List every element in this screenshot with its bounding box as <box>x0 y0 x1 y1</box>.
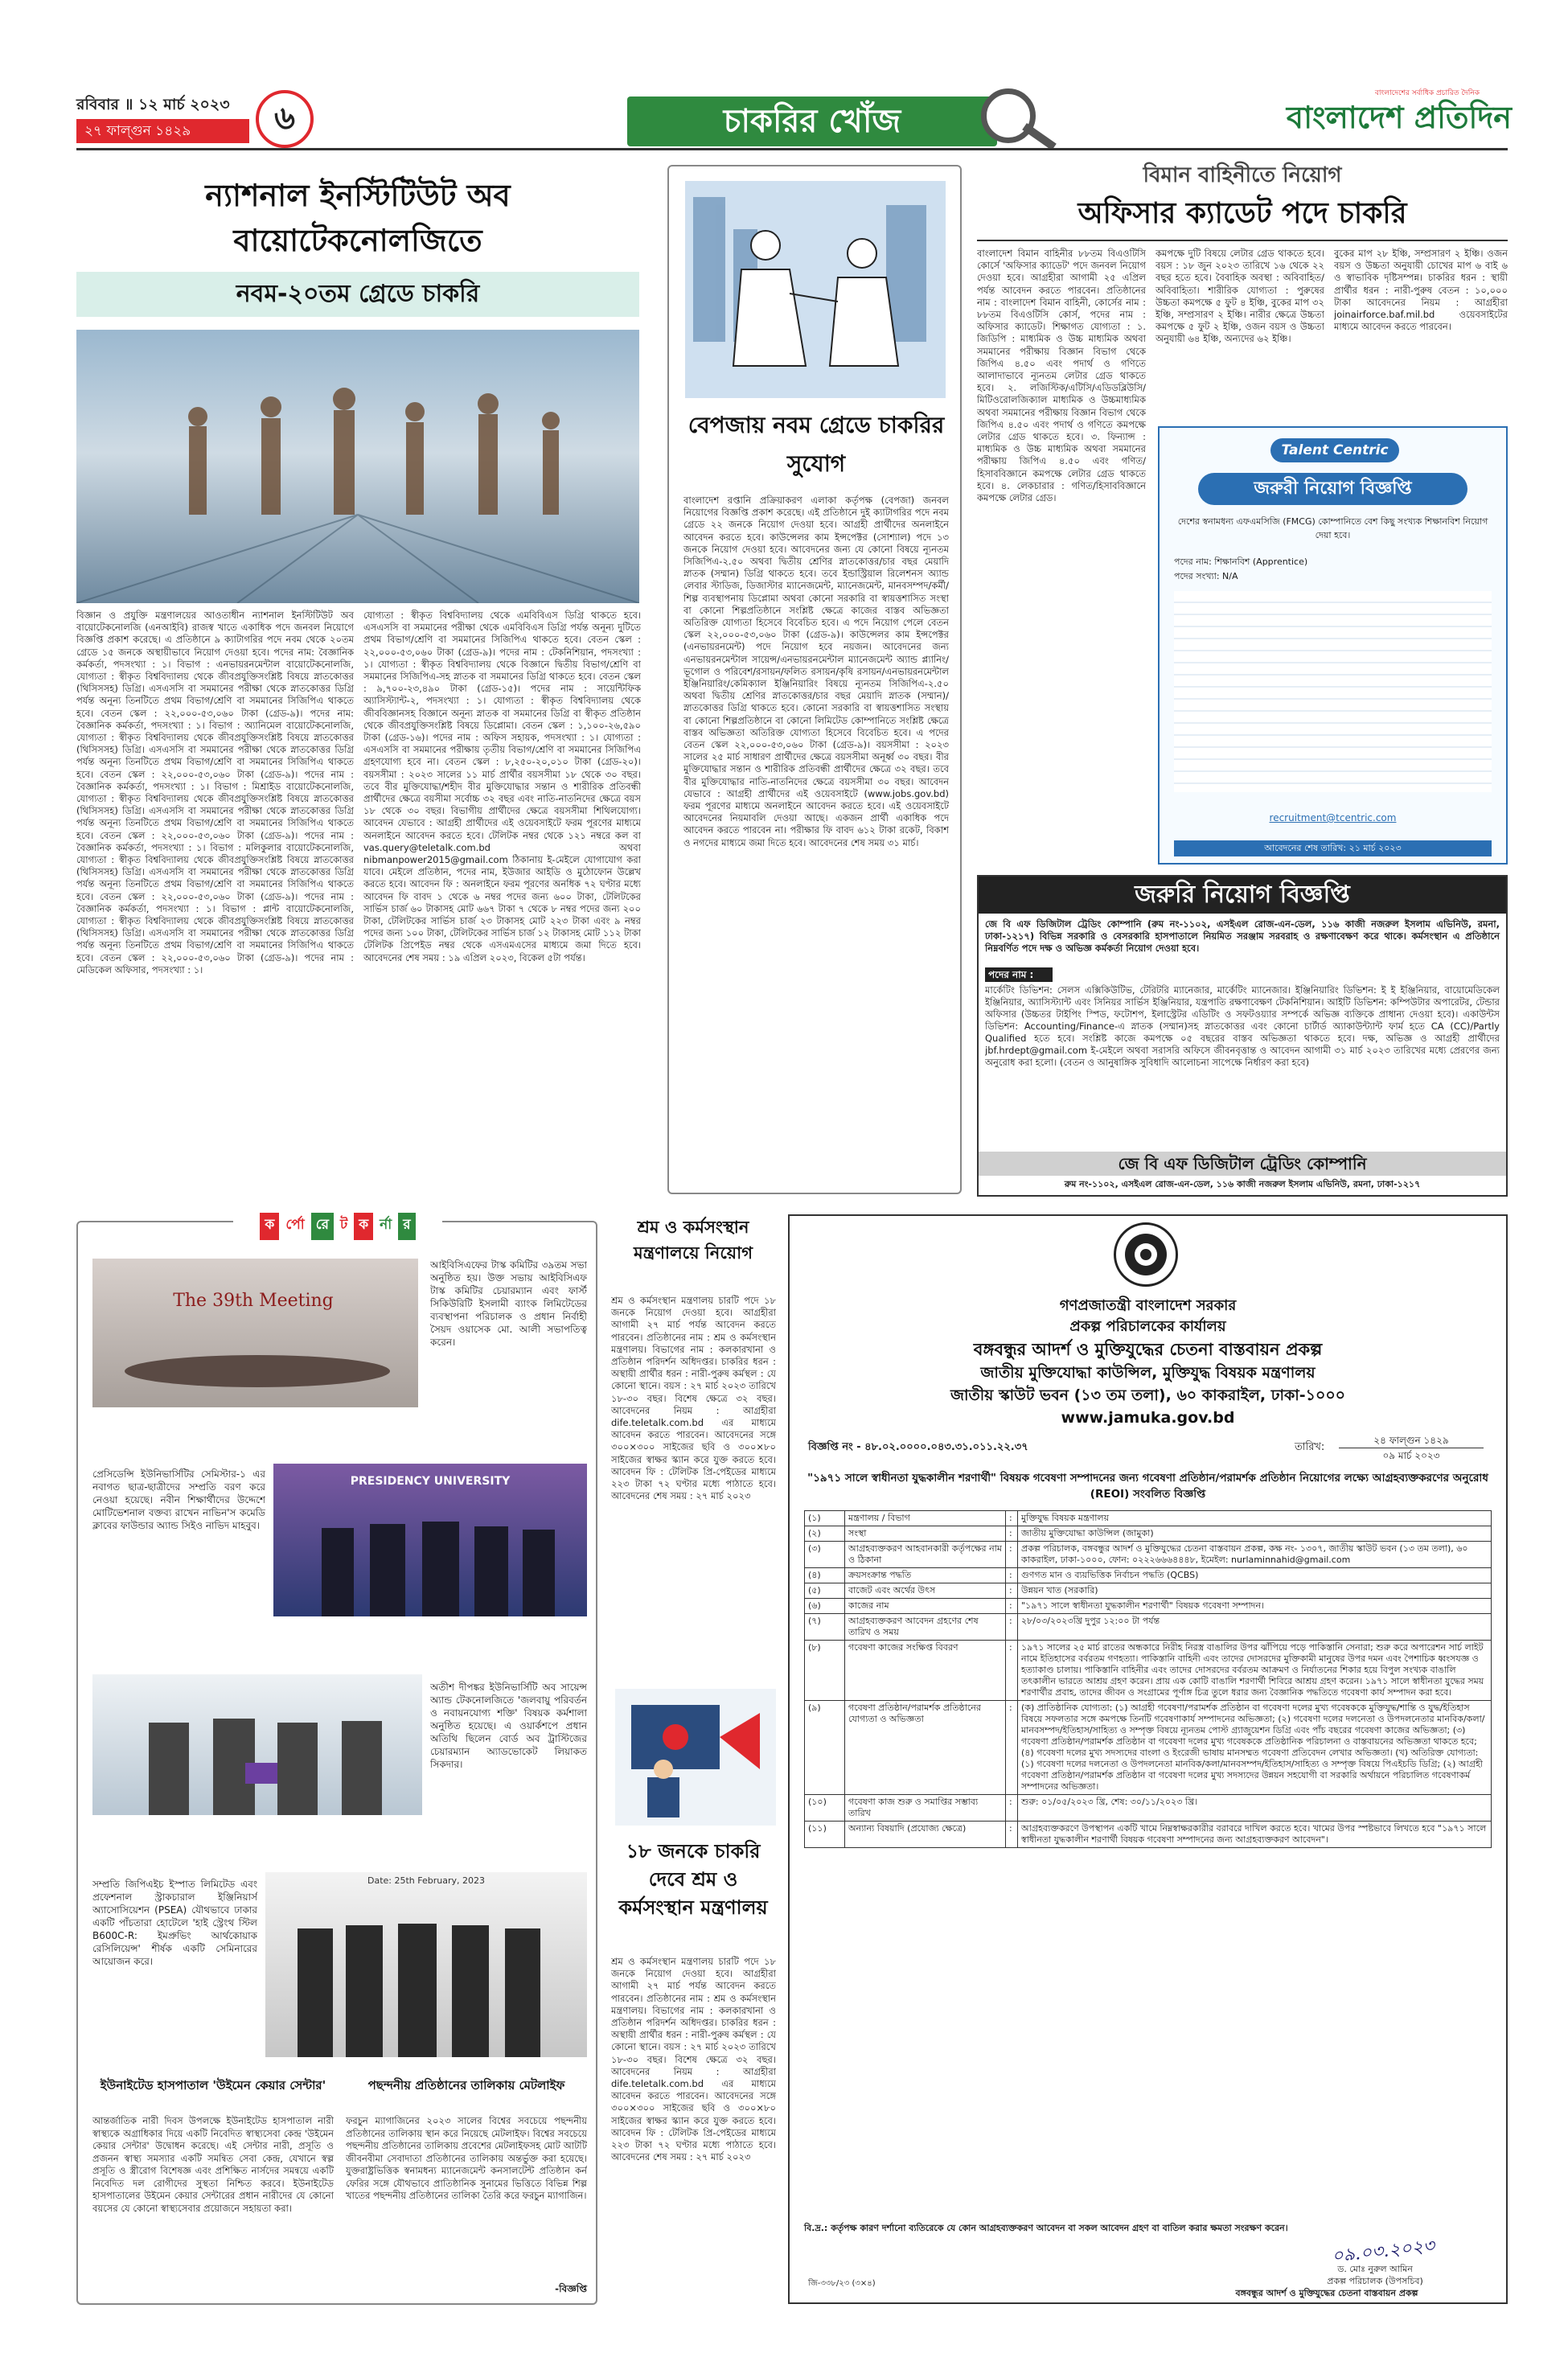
nib-photo <box>76 330 639 603</box>
conference-table-shape <box>125 1355 390 1387</box>
reoi-row-label: কাজের নাম <box>845 1599 1006 1614</box>
reoi-row-label: আগ্রহব্যক্তকরণ আবেদন গ্রহণের শেষ তারিখ ও সময় <box>845 1614 1006 1641</box>
govt-date-english: ০৯ মার্চ ২০২৩ <box>1382 1450 1440 1461</box>
govt-signer-title: প্রকল্প পরিচালক (উপসচিব) <box>1327 2276 1423 2286</box>
reoi-row-number: (১) <box>805 1511 845 1526</box>
reoi-row-label: অন্যান্য বিষয়াদি (প্রযোজ্য ক্ষেত্রে) <box>845 1822 1006 1848</box>
jbf-title: জরুরি নিয়োগ বিজ্ঞপ্তি <box>979 877 1506 914</box>
corporate-corner-title <box>233 1213 442 1240</box>
reoi-row-number: (৮) <box>805 1641 845 1701</box>
labour1-body: শ্রম ও কর্মসংস্থান মন্ত্রণালয় চারটি পদে ১৮ জনকে নিয়োগ দেওয়া হবে। আগ্রহীরা আগামী ২৭ মার্চ পর্যন্ত আবেদন করতে পারবেন। প্রতিষ্ঠানের নাম : শ্রম ও কর্মসংস্থান মন্ত্রণালয়। বিভাগের নাম : কলকারখানা ও প্রতিষ্ঠান পরিদর্শন অধিদপ্তর। চাকরির ধরন : অস্থায়ী প্রার্থীর ধরন : নারী-পুরুষ কর্মস্থল : যে কোনো স্থানে। বয়স : ২৭ মার্চ ২০২৩ তারিখে ১৮-৩০ বছর। বিশেষ ক্ষেত্রে ৩২ বছর। আবেদনের নিয়ম : আগ্রহীরা dife.teletalk.com.bd এর মাধ্যমে আবেদন করতে পারবেন। আবেদনের সঙ্গে ৩০০×৩০০ সাইজের ছবি ও ৩০০×৮০ সাইজের স্বাক্ষর স্ক্যান করে যুক্ত করতে হবে। আবেদন ফি : টেলিটক প্রি-পেইডের মাধ্যমে ২২৩ টাকা ৭২ ঘণ্টার মধ্যে পাঠাতে হবে। আবেদনের শেষ সময় : ২৭ মার্চ ২০২৩ <box>611 1295 776 1502</box>
reoi-row-label: বাজেট এবং অর্থের উৎস <box>845 1583 1006 1599</box>
reoi-row-colon: : <box>1006 1568 1018 1583</box>
baf-kicker: বিমান বাহিনীতে নিয়োগ <box>1143 163 1342 187</box>
corporate-title-letter: র <box>398 1213 415 1240</box>
reoi-table-row <box>805 1568 1492 1583</box>
reoi-table-row <box>805 1614 1492 1641</box>
corporate-photo-presidency <box>273 1464 587 1616</box>
signature-date: ০৯.০৩.২০২৩ <box>1331 2236 1436 2267</box>
govt-memo-number: বিজ্ঞপ্তি নং - ৪৮.০২.০০০০.০৪৩.৩১.০১১.২২.৩৭ <box>808 1441 1028 1453</box>
govt-signer-name: ড. মোঃ নুরুল আমিন <box>1337 2264 1413 2274</box>
reoi-row-number: (২) <box>805 1526 845 1542</box>
brand-logo: বাংলাদেশ প্রতিদিন <box>1286 100 1512 135</box>
section-title: চাকরির খোঁজ <box>627 97 997 146</box>
nib-body-col2: যোগ্যতা : স্বীকৃত বিশ্ববিদ্যালয় থেকে এমবিবিএস ডিগ্রি থাকতে হবে। এসএসসি বা সমমানের পরীক্ষা থেকে এমবিবিএস ডিগ্রি পর্যন্ত অনূন্য দুটিতে প্রথম বিভাগ/শ্রেণি বা সমমানের সিজিপিএ থাকতে হবে। বেতন স্কেল : ২২,০০০-৫৩,০৬০ টাকা (গ্রেড-৯)। পদের নাম : টেকনিশিয়ান, পদসংখ্যা : ১। যোগ্যতা : স্বীকৃত বিশ্ববিদ্যালয় থেকে বিজ্ঞানে দ্বিতীয় বিভাগ/শ্রেণি বা সমমানের সিজিপিএ-সহ স্নাতক বা সমমানের ডিগ্রি থাকতে হবে। বেতন স্কেল : ৯,৭০০-২৩,৪৯০ টাকা (গ্রেড-১৫)। পদের নাম : সায়েন্টিফিক অ্যাসিস্ট্যান্ট-২, পদসংখ্যা : ১। যোগ্যতা : স্বীকৃত বিশ্ববিদ্যালয় থেকে জীববিজ্ঞানসহ বিজ্ঞানে অনূন্য স্নাতক বা সমমানের ডিগ্রি বা স্বীকৃত প্রতিষ্ঠান থেকে জীবপ্রযুক্তিসংশ্লিষ্ট বিষয়ে ডিপ্লোমা। বেতন স্কেল : ১,১০০-২৬,৫৯০ টাকা (গ্রেড-১৬)। পদের নাম : অফিস সহায়ক, পদসংখ্যা : ১। যোগ্যতা : এসএসসি বা সমমানের পরীক্ষায় তৃতীয় বিভাগ/শ্রেণি বা সমমানের সিজিপিএ গ্রহণযোগ্য হবে না। বেতন স্কেল : ৮,২৫০-২০,০১০ টাকা (গ্রেড-২০)। বয়সসীমা : ২০২৩ সালের ১১ মার্চ প্রার্থীর বয়সসীমা ১৮ থেকে ৩০ বছর। তবে বীর মুক্তিযোদ্ধা/শহীদ বীর মুক্তিযোদ্ধার সন্তান ও শারীরিক প্রতিবন্ধী প্রার্থীদের ক্ষেত্রে বয়সীমা সর্বোচ্চ ৩২ বছর এবং নাতি-নাতনিদের ক্ষেত্রে বয়স ১৮ থেকে ৩০ বছর। বিভাগীয় প্রার্থীদের ক্ষেত্রে বয়সসীমা শিথিলযোগ্য। আবেদন যেভাবে : আগ্রহী প্রার্থীদের এই ওয়েবসাইটে ফরম পূরণের মাধ্যমে অনলাইনে আবেদন করতে হবে। টেলিটক নম্বর থেকে ১২১ নম্বরে কল বা vas.query@teletalk.com.bd অথবা nibmanpower2015@gmail.com ঠিকানায় ই-মেইলে যোগাযোগ করা যাবে। মেইলে প্রতিষ্ঠান, পদের নাম, ইউজার আইডি ও মুঠোফোন উল্লেখ করতে হবে। আবেদন ফি : অনলাইনে ফরম পূরণের অনধিক ৭২ ঘণ্টার মধ্যে আবেদন ফি বাবদ ১ থেকে ৬ নম্বর পদের জন্য ৬০০ টাকা, টেলিটকের সার্ভিস চার্জ ৬০ টাকাসহ মোট ৬৬৭ টাকা ৭ থেকে ৮ নম্বর পদের জন্য ২০০ টাকা, টেলিটকের সার্ভিস চার্জ ২৩ টাকাসহ মোট ২২৩ টাকা এবং ৯ নম্বর পদের জন্য ১০০ টাকা, টেলিটকের সার্ভিস চার্জ ১২ টাকাসহ মোট ১১২ টাকা টেলিটক প্রিপেইড নম্বর থেকে এসএমএসের মাধ্যমে জমা দিতে হবে। আবেদনের শেষ সময় : ১৯ এপ্রিল ২০২৩, বিকেল ৫টা পর্যন্ত। <box>363 610 641 963</box>
reoi-table-row <box>805 1822 1492 1848</box>
talent-centric-vacancy: পদের সংখ্যা: N/A <box>1174 571 1238 581</box>
reoi-row-colon: : <box>1006 1641 1018 1701</box>
govt-reoi-table-wrap <box>804 1510 1492 2218</box>
labour2-body: শ্রম ও কর্মসংস্থান মন্ত্রণালয় চারটি পদে ১৮ জনকে নিয়োগ দেওয়া হবে। আগ্রহীরা আগামী ২৭ মার্চ পর্যন্ত আবেদন করতে পারবেন। প্রতিষ্ঠানের নাম : শ্রম ও কর্মসংস্থান মন্ত্রণালয়। বিভাগের নাম : কলকারখানা ও প্রতিষ্ঠান পরিদর্শন অধিদপ্তর। চাকরির ধরন : অস্থায়ী প্রার্থীর ধরন : নারী-পুরুষ কর্মস্থল : যে কোনো স্থানে। বয়স : ২৭ মার্চ ২০২৩ তারিখে ১৮-৩০ বছর। বিশেষ ক্ষেত্রে ৩২ বছর। আবেদনের নিয়ম : আগ্রহীরা dife.teletalk.com.bd এর মাধ্যমে আবেদন করতে পারবেন। আবেদনের সঙ্গে ৩০০×৩০০ সাইজের ছবি ও ৩০০×৮০ সাইজের স্বাক্ষর স্ক্যান করে যুক্ত করতে হবে। আবেদন ফি : টেলিটক প্রি-পেইডের মাধ্যমে ২২৩ টাকা ৭২ ঘণ্টার মধ্যে পাঠাতে হবে। আবেদনের শেষ সময় : ২৭ মার্চ ২০২৩ <box>611 1956 776 2163</box>
header-bangla-date: ২৭ ফাল্গুন ১৪২৯ <box>76 119 249 143</box>
government-emblem-icon <box>1116 1225 1176 1284</box>
reoi-row-colon: : <box>1006 1542 1018 1568</box>
reoi-row-value: শুরু: ০১/০৫/২০২৩ খ্রি, শেষ: ৩০/১১/২০২৩ খ্রি। <box>1018 1795 1492 1822</box>
reoi-table-row <box>805 1641 1492 1701</box>
corporate-item2-text: প্রেসিডেন্সি ইউনিভার্সিটির সেমিস্টার-১ এর নবাগত ছাত্র-ছাত্রীদের সম্প্রতি বরণ করে নেওয়া হয়েছে। নবীন শিক্ষার্থীদের উদ্দেশে মোটিভেশনাল বক্তব্য রাখেন নাভিন'স কমেডি ক্লাবের ফাউন্ডার অ্যান্ড সিইও নাভিদ মাহবুব। <box>92 1468 265 1531</box>
corporate-news5-body: আন্তর্জাতিক নারী দিবস উপলক্ষে ইউনাইটেড হাসপাতাল নারী স্বাস্থ্যকে অগ্রাধিকার দিয়ে একটি নিবেদিত স্বাস্থ্যসেবা কেন্দ্র 'উইমেন কেয়ার সেন্টার' উদ্বোধন করেছে। এই সেন্টার নারী, প্রসূতি ও প্রজনন স্বাস্থ্য সমস্যার একটি সমন্বিত সেবা কেন্দ্র, যেখানে স্বল্প প্রসূতি ও স্ত্রীরোগ বিশেষজ্ঞ এবং প্রশিক্ষিত নার্সদের সমন্বয়ে একটি নিবেদিত দল রোগীদের সুস্থতা নিশ্চিত করবে। ইউনাইটেড হাসপাতালের উইমেন কেয়ার সেন্টারের প্রধান নারীদের যে কোনো বয়সের যে কোনো স্বাস্থ্যসেবার প্রয়োজনে সহায়তা করা। <box>92 2115 334 2214</box>
nib-headline: ন্যাশনাল ইনস্টিটিউট অব বায়োটেকনোলজিতে <box>205 178 511 258</box>
talent-centric-post: পদের নাম: শিক্ষানবিশ (Apprentice) <box>1174 557 1308 567</box>
baf-body-col3: বুকের মাপ ২৮ ইঞ্চি, সম্প্রসারণ ২ ইঞ্চি। ওজন বয়স ও উচ্চতা অনুযায়ী চোখের মাপ ৬ বাই ৬ ও স্বাভাবিক দৃষ্টিসম্পন্ন। চাকরির ধরন : স্থায়ী প্রার্থীর ধরন : নারী-পুরুষ বেতন : ১০,০০০ টাকা আবেদনের নিয়ম : আগ্রহীরা joinairforce.baf.mil.bd ওয়েবসাইটের মাধ্যমে আবেদন করতে পারবেন। <box>1334 248 1508 333</box>
reoi-row-value: উন্নয়ন খাত (সরকারি) <box>1018 1583 1492 1599</box>
reoi-row-value: জাতীয় মুক্তিযোদ্ধা কাউন্সিল (জামুকা) <box>1018 1526 1492 1542</box>
reoi-row-value: আগ্রহব্যক্তকরণে উপস্থাপন একটি খামে নিম্নস্বাক্ষরকারীর বরাবরে দাখিল করতে হবে। খামের উপর স্পষ্টভাবে লিখতে হবে "১৯৭১ সালে স্বাধীনতা যুদ্ধকালীন শরণার্থী বিষয়ক গবেষণা সম্পাদনের জন্য আগ্রহব্যক্তকরণ আবেদন"। <box>1018 1822 1492 1848</box>
talent-centric-email[interactable]: recruitment@tcentric.com <box>1269 812 1397 824</box>
govt-ad-code: জি-৩৩৮/২৩ (৩×৪) <box>808 2279 876 2288</box>
jbf-posts-label: পদের নাম : <box>985 967 1053 982</box>
group-of-people-icon <box>273 1464 587 1616</box>
reoi-row-colon: : <box>1006 1614 1018 1641</box>
baf-body-col1: বাংলাদেশ বিমান বাহিনীর ৮৮তম বিএওটিসি কোর্সে 'অফিসার ক্যাডেট' পদে জনবল নিয়োগ দেওয়া হবে। আগ্রহীরা আগামী ২৫ এপ্রিল পর্যন্ত আবেদন করতে পারবেন। প্রতিষ্ঠানের নাম : বাংলাদেশ বিমান বাহিনী, কোর্সের নাম : ৮৮তম বিএওটিসি কোর্স, পদের নাম : অফিসার ক্যাডেট। শিক্ষাগত যোগ্যতা : ১. জিডিপি : মাধ্যমিক ও উচ্চ মাধ্যমিক অথবা সমমানের পরীক্ষায় বিজ্ঞান বিভাগ থেকে জিপিএ ৪.৫০ এবং পদার্থ ও গণিতে আলাদাভাবে ন্যূনতম লেটার গ্রেড থাকতে হবে। ২. লজিস্টিক/এটিসি/এডিডব্লিউসি/মিটিওরোলজিক্যাল মাধ্যমিক ও উচ্চমাধ্যমিক অথবা সমমানের পরীক্ষায় বিজ্ঞান বিভাগ থেকে জিপিএ ৪.৫০ এবং পদার্থ ও গণিতে কমপক্ষে লেটার গ্রেড থাকতে হবে। ৩. ফিন্যান্স : মাধ্যমিক ও উচ্চ মাধ্যমিক অথবা সমমানের পরীক্ষায় জিপিএ ৪.৫০ এবং গণিত/হিসাববিজ্ঞানে কমপক্ষে লেটার গ্রেড থাকতে হবে। ৪. লেকচারার : গণিত/হিসাববিজ্ঞানে কমপক্ষে লেটার গ্রেড। <box>977 248 1146 504</box>
magnifier-icon <box>981 88 1036 143</box>
corporate-byline: -বিজ্ঞপ্তি <box>555 2283 587 2294</box>
reoi-row-label: সংস্থা <box>845 1526 1006 1542</box>
baf-divider <box>977 240 1508 241</box>
corporate-item3-text: অতীশ দীপঙ্কর ইউনিভার্সিটি অব সায়েন্স অ্যান্ড টেকনোলজিতে 'জলবায়ু পরিবর্তন ও নবায়নযোগ্য শক্তি' বিষয়ক কর্মশালা অনুষ্ঠিত হয়েছে। এ ওয়ার্কশপে প্রধান অতিথি ছিলেন বোর্ড অব ট্রাস্টিজের চেয়ারম্যান অ্যাডভোকেট লিয়াকত সিকদার। <box>430 1682 587 1770</box>
brand-tagline: বাংলাদেশের সর্বাধিক প্রচারিত দৈনিক <box>1374 89 1480 97</box>
corporate-title-letter: ক <box>260 1213 279 1240</box>
people-handing-gift-icon <box>92 1674 422 1815</box>
labour2-headline: ১৮ জনকে চাকরি দেবে শ্রম ও কর্মসংস্থান মন্ত্রণালয় <box>618 1840 768 1919</box>
govt-note: বি.দ্র.: কর্তৃপক্ষ কারণ দর্শানো ব্যতিরেকে যে কোন আগ্রহব্যক্তকরণ আবেদন বা সকল আবেদন গ্রহণ বা বাতিল করার ক্ষমতা সংরক্ষণ করেন। <box>804 2223 1288 2233</box>
reoi-row-number: (৫) <box>805 1583 845 1599</box>
reoi-table-row <box>805 1542 1492 1568</box>
corporate-photo-atish <box>92 1674 422 1815</box>
reoi-row-colon: : <box>1006 1511 1018 1526</box>
reoi-row-number: (৭) <box>805 1614 845 1641</box>
reoi-row-value: গুণগত মান ও ব্যয়ভিত্তিক নির্বাচন পদ্ধতি (QCBS) <box>1018 1568 1492 1583</box>
labour1-headline: শ্রম ও কর্মসংস্থান মন্ত্রণালয়ে নিয়োগ <box>633 1218 753 1263</box>
govt-signer-org: বঙ্গবন্ধুর আদর্শ ও মুক্তিযুদ্ধের চেতনা বাস্তবায়ন প্রকল্প <box>1235 2288 1418 2298</box>
reoi-row-colon: : <box>1006 1526 1018 1542</box>
corporate-photo-gph <box>265 1872 587 2057</box>
bepza-headline: বেপজায় নবম গ্রেডে চাকরির সুযোগ <box>688 412 945 477</box>
govt-line5: জাতীয় স্কাউট ভবন (১৩ তম তলা), ৬০ কাকরাইল, ঢাকা-১০০০ <box>950 1386 1346 1404</box>
reoi-row-value: ১৯৭১ সালের ২৫ মার্চ রাতের অন্ধকারে নিরীহ নিরস্ত্র বাঙালির উপর ঝাঁপিয়ে পড়ে পাকিস্তানি সেনারা; শুরু করে অপারেশন সার্চ লাইট নামে ইতিহাসের বর্বরতম গণহত্যা। পাকিস্তানি বাহিনী এবং তাদের দোসরদের মুক্তিকামী মানুষের উপর দমন এবং পৈশাচিক ধ্বংসযজ্ঞ ও হত্যাকাণ্ড চালায়। পাকিস্তানি বাহিনীর এবং তাদের দোসরদের বর্বরতম আক্রমণ ও নির্যাতনের শিকার হয়ে বিপুল সংখ্যক বাঙালি তৎকালীন ভারতে আশ্রয় গ্রহণ করেন। প্রায় এক কোটি বাঙালি শরণার্থী শিবিরে আশ্রয় গ্রহণ করেন। ১৯৭১ সালে স্বাধীনতা যুদ্ধের সময় শরণার্থীর প্রবাহ, তাদের জীবন ও সংগ্রামের পূর্ণাঙ্গ চিত্র তুলে ধরার জন্য বৈজ্ঞানিক পদ্ধতিতে গবেষণা কার্য সম্পাদন করা হবে। <box>1018 1641 1492 1701</box>
megaphone-icon <box>615 1689 776 1826</box>
reoi-row-value: ২৮/০৩/২০২৩খ্রি দুপুর ১২:০০ টা পর্যন্ত <box>1018 1614 1492 1641</box>
reoi-row-colon: : <box>1006 1599 1018 1614</box>
reoi-table-row <box>805 1511 1492 1526</box>
business-people-icon <box>76 330 639 603</box>
nib-subhead: নবম-২০তম গ্রেডে চাকরি <box>76 272 639 317</box>
reoi-table-row <box>805 1599 1492 1614</box>
reoi-row-colon: : <box>1006 1701 1018 1795</box>
baf-headline: অফিসার ক্যাডেট পদে চাকরি <box>1077 197 1407 230</box>
reoi-table-row <box>805 1526 1492 1542</box>
reoi-row-label: ক্রয়সংক্রান্ত পদ্ধতি <box>845 1568 1006 1583</box>
reoi-row-colon: : <box>1006 1795 1018 1822</box>
seminar-group-icon <box>265 1872 587 2057</box>
corporate-title-letter: র্পো <box>285 1217 305 1233</box>
talent-centric-title: জরুরী নিয়োগ বিজ্ঞপ্তি <box>1198 473 1467 505</box>
handshake-icon <box>685 181 946 398</box>
corporate-photo-meeting <box>92 1259 418 1407</box>
govt-line2: প্রকল্প পরিচালকের কার্যালয় <box>1069 1318 1226 1335</box>
corporate-item1-text: আইবিসিএফের টাস্ক কমিটির ৩৯তম সভা অনুষ্ঠিত হয়। উক্ত সভায় আইবিসিএফ টাস্ক কমিটির চেয়ারম্যান এবং ফার্স্ট সিকিউরিটি ইসলামী ব্যাংক লিমিটেডের ব্যবস্থাপনা পরিচালক ও প্রধান নির্বাহী সৈয়দ ওয়াসেক মো. আলী সভাপতিত্ব করেন। <box>430 1259 587 1348</box>
reoi-table-row <box>805 1701 1492 1795</box>
govt-reoi-table <box>804 1510 1492 1848</box>
jbf-intro: জে বি এফ ডিজিটাল ট্রেডিং কোম্পানি (রুম নং-১১০২, এসইএল রোজ-এন-ডেল, ১১৬ কাজী নজরুল ইসলাম এভিনিউ, রমনা, ঢাকা-১২১৭) বিভিন্ন সরকারি ও বেসরকারি হাসপাতালে নিয়মিত সরঞ্জাম সরবরাহ ও রক্ষণাবেক্ষণ করে থাকে। কর্মসংস্থান এ প্রতিষ্ঠানে নিম্নবর্ণিত পদে দক্ষ ও অভিজ্ঞ কর্মকর্তা নিয়োগ দেওয়া হবে। <box>985 918 1500 954</box>
reoi-table-row <box>805 1583 1492 1599</box>
reoi-row-label: গবেষণা কাজ শুরু ও সমাপ্তির সম্ভাব্য তারিখ <box>845 1795 1006 1822</box>
reoi-row-number: (৪) <box>805 1568 845 1583</box>
reoi-row-value: প্রকল্প পরিচালক, বঙ্গবন্ধুর আদর্শ ও মুক্তিযুদ্ধের চেতনা বাস্তবায়ন প্রকল্প, কক্ষ নং- ১৩০৭, জাতীয় স্কাউট ভবন (১৩ তম তলা), ৬০ কাকরাইল, ঢাকা-১০০০, ফোন: ০২২২৬৬৬৪৪৪৮, ইমেইল: nurlaminnahid@gmail.com <box>1018 1542 1492 1568</box>
reoi-row-label: গবেষণা প্রতিষ্ঠান/পরামর্শক প্রতিষ্ঠানের যোগ্যতা ও অভিজ্ঞতা <box>845 1701 1006 1795</box>
reoi-row-value: "১৯৭১ সালে স্বাধীনতা যুদ্ধকালীন শরণার্থী" বিষয়ক গবেষণা সম্পাদন। <box>1018 1599 1492 1614</box>
corporate-title-letter: রে <box>311 1213 334 1240</box>
reoi-row-number: (৩) <box>805 1542 845 1568</box>
govt-line1: গণপ্রজাতন্ত্রী বাংলাদেশ সরকার <box>1059 1297 1237 1314</box>
bepza-illustration <box>685 181 946 398</box>
corporate-news5-title: ইউনাইটেড হাসপাতাল 'উইমেন কেয়ার সেন্টার' <box>100 2078 326 2093</box>
nib-body-col1: বিজ্ঞান ও প্রযুক্তি মন্ত্রণালয়ের আওতাধীন ন্যাশনাল ইনস্টিটিউট অব বায়োটেকনোলজি (এনআইবি) রাজস্ব খাতে একাধিক পদে জনবল নিয়োগে বিজ্ঞপ্তি প্রকাশ করেছে। এ প্রতিষ্ঠানে ৯ ক্যাটাগরির পদে নবম থেকে ২০তম গ্রেডে ১৫ জনকে অস্থায়ীভাবে নিয়োগ দেওয়া হবে। পদের নাম: বৈজ্ঞানিক কর্মকর্তা, পদসংখ্যা : ১। বিভাগ : এনভায়রনমেন্টাল বায়োটেকনোলজি, যোগ্যতা : স্বীকৃত বিশ্ববিদ্যালয় থেকে জীবপ্রযুক্তিসংশ্লিষ্ট বিষয়ে স্নাতকোত্তর (থিসিসসহ) ডিগ্রি। এসএসসি বা সমমানের পরীক্ষা থেকে স্নাতকোত্তর ডিগ্রি পর্যন্ত অনূন্য তিনটিতে প্রথম বিভাগ/শ্রেণি বা সমমানের সিজিপিএ থাকতে হবে। বেতন স্কেল : ২২,০০০-৫৩,০৬০ টাকা (গ্রেড-৯)। পদের নাম: বৈজ্ঞানিক কর্মকর্তা, পদসংখ্যা : ১। বিভাগ : অ্যানিমেল বায়োটেকনোলজি, যোগ্যতা : স্বীকৃত বিশ্ববিদ্যালয় থেকে জীবপ্রযুক্তিসংশ্লিষ্ট বিষয়ে স্নাতকোত্তর (থিসিসসহ) ডিগ্রি। এসএসসি বা সমমানের পরীক্ষা থেকে স্নাতকোত্তর ডিগ্রি পর্যন্ত অনূন্য তিনটিতে প্রথম বিভাগ/শ্রেণি বা সমমানের সিজিপিএ থাকতে হবে। বেতন স্কেল : ২২,০০০-৫৩,০৬০ টাকা (গ্রেড-৯)। পদের নাম : বৈজ্ঞানিক কর্মকর্তা, পদসংখ্যা : ১। বিভাগ : মিশ্রাইড বায়োটেকনোলজি, যোগ্যতা : স্বীকৃত বিশ্ববিদ্যালয় থেকে জীবপ্রযুক্তিসংশ্লিষ্ট বিষয়ে স্নাতকোত্তর (থিসিসসহ) ডিগ্রি। এসএসসি বা সমমানের পরীক্ষা থেকে স্নাতকোত্তর ডিগ্রি পর্যন্ত অনূন্য তিনটিতে প্রথম বিভাগ/শ্রেণি বা সমমানের সিজিপিএ থাকতে হবে। বেতন স্কেল : ২২,০০০-৫৩,০৬০ টাকা (গ্রেড-৯)। পদের নাম : বৈজ্ঞানিক কর্মকর্তা, পদসংখ্যা : ১। বিভাগ : মলিকুলার বায়োটেকনোলজি, যোগ্যতা : স্বীকৃত বিশ্ববিদ্যালয় থেকে জীবপ্রযুক্তিসংশ্লিষ্ট বিষয়ে স্নাতকোত্তর (থিসিসসহ) ডিগ্রি। এসএসসি বা সমমানের পরীক্ষা থেকে স্নাতকোত্তর ডিগ্রি পর্যন্ত অনূন্য তিনটিতে প্রথম বিভাগ/শ্রেণি বা সমমানের সিজিপিএ থাকতে হবে। বেতন স্কেল : ২২,০০০-৫৩,০৬০ টাকা (গ্রেড-৯)। পদের নাম : বৈজ্ঞানিক কর্মকর্তা, পদসংখ্যা : ১। বিভাগ : প্লান্ট বায়োটেকনোলজি, যোগ্যতা : স্বীকৃত বিশ্ববিদ্যালয় থেকে জীবপ্রযুক্তিসংশ্লিষ্ট বিষয়ে স্নাতকোত্তর (থিসিসসহ) ডিগ্রি। এসএসসি বা সমমানের পরীক্ষা থেকে স্নাতকোত্তর ডিগ্রি পর্যন্ত অনূন্য তিনটিতে প্রথম বিভাগ/শ্রেণি বা সমমানের সিজিপিএ থাকতে হবে। বেতন স্কেল : ২২,০০০-৫৩,০৬০ টাকা (গ্রেড-৯)। পদের নাম : মেডিকেল অফিসার, পদসংখ্যা : ১। <box>76 610 354 975</box>
corporate-title-letter: ট <box>339 1217 348 1233</box>
bepza-body: বাংলাদেশ রপ্তানি প্রক্রিয়াকরণ এলাকা কর্তৃপক্ষ (বেপজা) জনবল নিয়োগের বিজ্ঞপ্তি প্রকাশ করেছে। এই প্রতিষ্ঠানে দুই ক্যাটাগরির পদে নবম গ্রেডে ২২ জনকে নিয়োগ দেওয়া হবে। আগ্রহী প্রার্থীদের অনলাইনে আবেদন করতে হবে। কাউন্সেলর কাম ইন্সপেক্টর (সোশ্যাল) পদে ১৩ জনকে নিয়োগ দেওয়া হবে। আবেদনের জন্য যে কোনো বিষয়ে ন্যূনতম সিজিপিএ-২.৫০ অথবা দ্বিতীয় শ্রেণির স্নাতকোত্তর/চার বছর মেয়াদি স্নাতক (সম্মান) ডিগ্রি থাকতে হবে। তবে ইন্ডাস্ট্রিয়াল রিলেশনস অ্যান্ড লেবার স্টাডিজ, ডিজাস্টার ম্যানেজমেন্ট, ম্যানেজমেন্ট, মানবসম্পদ/কর্মী/শিল্প ব্যবস্থাপনায় ডিপ্লোমা অথবা কোনো সরকারি বা স্বায়ত্তশাসিত সংস্থা বা কোনো শিল্পপ্রতিষ্ঠানে সংশ্লিষ্ট ক্ষেত্রে কাজের বাস্তব অভিজ্ঞতা অতিরিক্ত যোগ্যতা হিসেবে বিবেচিত হবে। এ পদে নিয়োগ পেলে বেতন স্কেল ২২,০০০-৫৩,০৬০ টাকা (গ্রেড-৯)। কাউন্সেলর কাম ইন্সপেক্টর (এনভায়রনমেন্ট) পদে নিয়োগ হবে নয়জন। আবেদনের জন্য এনভায়রনমেন্টাল সায়েন্স/এনভায়রনমেন্টাল ম্যানেজমেন্ট অ্যান্ড প্ল্যানিং/ভূগোল ও পরিবেশ/রসায়ন/ফলিত রসায়ন/কৃষি রসায়ন/এনভায়রনমেন্টাল ইঞ্জিনিয়ারিং/কেমিক্যাল ইঞ্জিনিয়ারিং বিষয়ে ন্যূনতম সিজিপিএ-২.৫০ অথবা দ্বিতীয় শ্রেণির স্নাতকোত্তর/চার বছর মেয়াদি স্নাতক (সম্মান)/স্নাতকোত্তর ডিগ্রি থাকতে হবে। কোনো সরকারি বা স্বায়ত্তশাসিত সংস্থায় বা কোনো শিল্পপ্রতিষ্ঠানে বা কোনো লিমিটেড কোম্পানিতে সংশ্লিষ্ট ক্ষেত্রে বাস্তব অভিজ্ঞতা অতিরিক্ত যোগ্যতা হিসেবে বিবেচিত হবে। এ পদের বেতন স্কেল ২২,০০০-৫৩,০৬০ টাকা (গ্রেড-৯)। বয়সসীমা : ২০২৩ সালের ২৫ মার্চ সাধারণ প্রার্থীদের ক্ষেত্রে বয়সসীমা অনূর্ধ্ব ৩০ বছর। বীর মুক্তিযোদ্ধার সন্তান ও শারীরিক প্রতিবন্ধী প্রার্থীদের ক্ষেত্রে ৩২ বছর। তবে বীর মুক্তিযোদ্ধার নাতি-নাতনিদের ক্ষেত্রে বয়সসীমা ৩০ বছর। আবেদন যেভাবে : আগ্রহী প্রার্থীদের এই ওয়েবসাইটে (www.jobs.gov.bd) ফরম পূরণের মাধ্যমে অনলাইনে আবেদন করতে হবে। এই ওয়েবসাইটে আবেদনের নিয়মাবলি দেওয়া আছে। একজন প্রার্থী একাধিক পদে আবেদন করতে পারবেন না। পরীক্ষার ফি বাবদ ৬১২ টাকা রকেট, বিকাশ ও নগদের মাধ্যমে জমা দিতে হবে। আবেদনের শেষ সময় ৩১ মার্চ। <box>683 495 949 848</box>
reoi-row-number: (৬) <box>805 1599 845 1614</box>
reoi-row-label: মন্ত্রণালয় / বিভাগ <box>845 1511 1006 1526</box>
govt-website[interactable]: www.jamuka.gov.bd <box>1061 1409 1235 1427</box>
govt-reoi-heading: "১৯৭১ সালে স্বাধীনতা যুদ্ধকালীন শরণার্থী" বিষয়ক গবেষণা সম্পাদনের জন্য গবেষণা প্রতিষ্ঠান/পরামর্শক প্রতিষ্ঠান নিয়োগের লক্ষ্যে আগ্রহব্যক্তকরণের অনুরোধ (REOI) সংবলিত বিজ্ঞপ্তি <box>807 1472 1488 1501</box>
jbf-footer-name: জে বি এফ ডিজিটাল ট্রেডিং কোম্পানি <box>979 1152 1506 1176</box>
talent-centric-details <box>1174 591 1492 792</box>
talent-centric-intro: দেশের স্বনামধন্য এফএমসিজি (FMCG) কোম্পানিতে বেশ কিছু সংখ্যক শিক্ষানবিশ নিয়োগ দেয়া হবে। <box>1177 516 1488 540</box>
jbf-body: মার্কেটিং ডিভিশন: সেলস এক্সিকিউটিভ, টেরিটরি ম্যানেজার, মার্কেটিং ম্যানেজার। ইঞ্জিনিয়ারিং ডিভিশন: ই ই ইঞ্জিনিয়ার, বায়োমেডিকেল ইঞ্জিনিয়ার, অ্যাসিস্ট্যান্ট এবং সিনিয়র সার্ভিস ইঞ্জিনিয়ার, যন্ত্রপাতি রক্ষণাবেক্ষণ টেকনিশিয়ান। আইটি ডিভিশন: কম্পিউটার অপারেটর, টেন্ডার অফিসার (উচ্চতর টাইপিং স্পিড, ফটোশপ, ইলাস্ট্রেটর এডিটিং ও সফটওয়্যার সম্পর্কে অভিজ্ঞ ব্যক্তিকে প্রাধান্য দেওয়া হবে)। একাউন্টস ডিভিশন: Accounting/Finance-এ স্নাতক (সম্মান)সহ স্নাতকোত্তর এবং কোনো চার্টার্ড অ্যাকাউন্ট্যান্ট ফার্ম হতে CA (CC)/Partly Qualified হতে হবে। সংশ্লিষ্ট কাজে কমপক্ষে ০৫ বছরের বাস্তব অভিজ্ঞতা থাকতে হবে। দক্ষ, অভিজ্ঞ ও আগ্রহী প্রার্থীদের jbf.hrdept@gmail.com ই-মেইলে অথবা সরাসরি অফিসে জীবনবৃত্তান্ত ও আবেদন আগামী ৩১ মার্চ ২০২৩ তারিখের মধ্যে প্রেরণের জন্য অনুরোধ করা হলো। (বেতন ও আনুষাঙ্গিক সুবিধাদি আলোচনা সাপেক্ষে নির্ধারণ করা হবে) <box>985 984 1500 1068</box>
reoi-row-label: গবেষণা কাজের সংক্ষিপ্ত বিবরণ <box>845 1641 1006 1701</box>
reoi-row-colon: : <box>1006 1583 1018 1599</box>
reoi-table-row <box>805 1795 1492 1822</box>
corporate-title-letter: র্না <box>380 1217 392 1233</box>
reoi-row-number: (১০) <box>805 1795 845 1822</box>
jbf-footer-address: রুম নং-১১০২, এসইএল রোজ-এন-ডেল, ১১৬ কাজী নজরুল ইসলাম এভিনিউ, রমনা, ঢাকা-১২১৭ <box>1064 1179 1421 1189</box>
photo-caption-gph: Date: 25th February, 2023 <box>367 1875 485 1886</box>
govt-date-bangla: ২৪ ফাল্গুন ১৪২৯ <box>1339 1433 1484 1448</box>
reoi-row-colon: : <box>1006 1822 1018 1848</box>
corporate-news6-body: ফরচুন ম্যাগাজিনের ২০২৩ সালের বিশ্বের সবচেয়ে পছন্দনীয় প্রতিষ্ঠানের তালিকায় স্থান করে নিয়েছে মেটলাইফ। বিশ্বের সবচেয়ে পছন্দনীয় প্রতিষ্ঠানের তালিকায় প্রবেশের মেটলাইফসহ মোট আটটি জীবনবীমা সেবাদাতা প্রতিষ্ঠানের তালিকায় অন্তর্ভুক্ত করা হয়েছে। যুক্তরাষ্ট্রভিত্তিক স্বনামধন্য ম্যানেজমেন্ট কনসালটেন্ট প্রতিষ্ঠান কর্ন ফেরির সঙ্গে যৌথভাবে প্রাতিষ্ঠানিক সুনামের ভিত্তিতে বিভিন্ন শিল্প খাতের পছন্দনীয় প্রতিষ্ঠানের তালিকা তৈরি করে ফরচুন ম্যাগাজিন। <box>346 2115 587 2201</box>
reoi-row-label: আগ্রহব্যক্তকরণ আহবানকারী কর্তৃপক্ষের নাম ও ঠিকানা <box>845 1542 1006 1568</box>
header-divider <box>76 148 1508 150</box>
corporate-title-letter: ক <box>354 1213 373 1240</box>
talent-centric-logo: Talent Centric <box>1270 438 1399 462</box>
reoi-row-value: মুক্তিযুদ্ধ বিষয়ক মন্ত্রণালয় <box>1018 1511 1492 1526</box>
magnifier-handle-icon <box>1022 123 1057 150</box>
photo-caption-presidency: PRESIDENCY UNIVERSITY <box>350 1475 511 1488</box>
govt-date-label: তারিখ: <box>1295 1441 1325 1453</box>
corporate-news6-title: পছন্দনীয় প্রতিষ্ঠানের তালিকায় মেটলাইফ <box>367 2078 565 2093</box>
photo-caption-meeting: The 39th Meeting <box>173 1291 334 1311</box>
govt-line4: জাতীয় মুক্তিযোদ্ধা কাউন্সিল, মুক্তিযুদ্ধ বিষয়ক মন্ত্রণালয় <box>980 1364 1316 1382</box>
talent-centric-deadline: আবেদনের শেষ তারিখ: ২১ মার্চ ২০২৩ <box>1174 840 1492 856</box>
govt-seal-icon <box>1114 1222 1178 1287</box>
reoi-row-number: (৯) <box>805 1701 845 1795</box>
header-date: রবিবার ॥ ১২ মার্চ ২০২৩ <box>76 96 230 113</box>
reoi-row-number: (১১) <box>805 1822 845 1848</box>
baf-body-col2: কমপক্ষে দুটি বিষয়ে লেটার গ্রেড থাকতে হবে। বয়স : ১৮ জুন ২০২৩ তারিখে ১৬ থেকে ২২ বছর হতে হবে। বৈবাহিক অবস্থা : অবিবাহিত/অবিবাহিতা। শারীরিক যোগ্যতা : পুরুষের উচ্চতা কমপক্ষে ৫ ফুট ৪ ইঞ্চি, বুকের মাপ ৩২ ইঞ্চি, সম্প্রসারণ ২ ইঞ্চি। নারীর ক্ষেত্রে উচ্চতা কমপক্ষে ৫ ফুট ২ ইঞ্চি, ওজন বয়স ও উচ্চতা অনুযায়ী ৬৪ ইঞ্চি, অন্যদের ৬২ ইঞ্চি। <box>1155 248 1324 345</box>
corporate-item4-text: সম্প্রতি জিপিএইচ ইস্পাত লিমিটেড এবং প্রফেশনাল স্ট্রাকচারাল ইঞ্জিনিয়ার্স অ্যাসোসিয়েশন (PSEA) যৌথভাবে ঢাকার একটি পাঁচতারা হোটেলে 'হাই স্ট্রেংথ স্টিল B600C-R: ইমপ্রুভিং আর্থকোয়াক রেসিলিয়েন্স' শীর্ষক একটি সেমিনারের আয়োজন করে। <box>92 1879 257 1967</box>
page-number: ৬ <box>256 90 314 148</box>
govt-line3: বঙ্গবন্ধুর আদর্শ ও মুক্তিযুদ্ধের চেতনা বাস্তবায়ন প্রকল্প <box>973 1340 1323 1359</box>
labour-illustration <box>615 1689 776 1826</box>
reoi-row-value: (ক) প্রাতিষ্ঠানিক যোগ্যতা: (১) আগ্রহী গবেষণা/পরামর্শক প্রতিষ্ঠান বা গবেষণা দলের মুখ্য গবেষককে মুক্তিযুদ্ধ/শান্তি ও যুদ্ধ/ইতিহাস বিষয়ে সফলতার সঙ্গে কমপক্ষে তিনটি গবেষণাকার্য সম্পাদনের অভিজ্ঞতা; (২) গবেষণা দলের দলনেতা ও উপদলনেতার মানবিক/কলা/মানবসম্পদ/ইতিহাস/সাহিত্য ও সম্পৃক্ত বিষয়ে ন্যূনতম পোস্ট গ্র্যাজুয়েশন ডিগ্রি এবং পাঁচ বছরের গবেষণা কাজের অভিজ্ঞতা; (৩) গবেষণা প্রতিষ্ঠান/পরামর্শক প্রতিষ্ঠান বা গবেষণা দলের মুখ্য গবেষককে প্রতিষ্ঠানিক পরিচালনা ও বাস্তবায়নের অভিজ্ঞতা থাকতে হবে; (৪) গবেষণা দলের মুখ্য সদস্যদের বাংলা ও ইংরেজী ভাষায় মানসম্মত গবেষণা প্রতিবেদন লেখার অভিজ্ঞতা। (খ) অতিরিক্ত যোগ্যতা: (১) গবেষণা দলের দলনেতা ও উপদলনেতা মানবিক/কলা/মানবসম্পদ/ইতিহাস/সাহিত্য ও সম্পৃক্ত বিষয়ে পিএইচডি ডিগ্রি; (২) আগ্রহী গবেষণা প্রতিষ্ঠান/পরামর্শক প্রতিষ্ঠান বা গবেষণা দলের মুখ্য সদস্যদের উন্নয়ন সহযোগী বা সরকারি অর্থায়নে পরিচালিত গবেষণাকর্ম সম্পাদনের অভিজ্ঞতা। <box>1018 1701 1492 1795</box>
